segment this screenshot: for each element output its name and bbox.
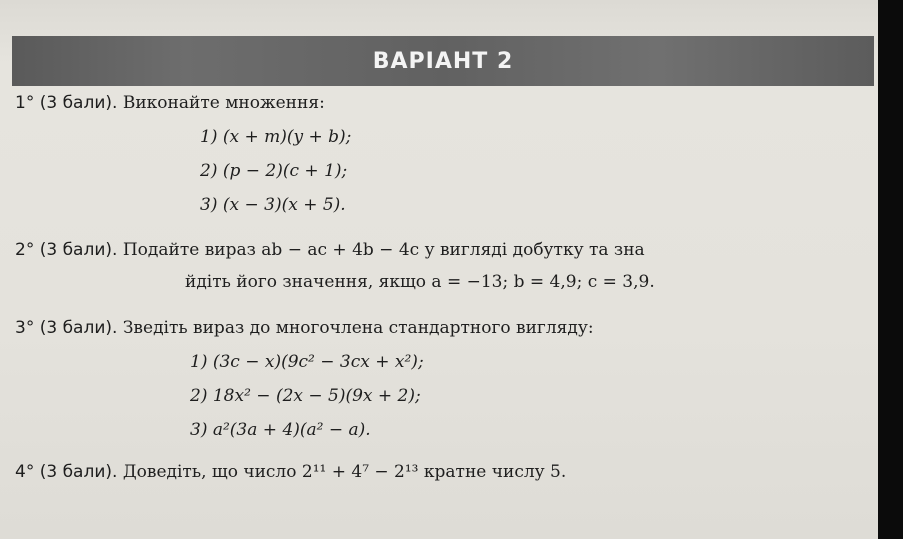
task-1-item-2: 2) (p − 2)(c + 1); xyxy=(200,161,348,181)
task-1-text: Виконайте множення: xyxy=(122,93,325,113)
task-3 xyxy=(15,318,594,338)
task-3-text: Зведіть вираз до многочлена стандартного вигляду: xyxy=(122,318,594,338)
task-1-item-1: 1) (x + m)(y + b); xyxy=(200,127,352,147)
task-4 xyxy=(15,462,566,482)
task-4-number: 4° (3 бали). xyxy=(15,462,118,482)
variant-title: ВАРІАНТ 2 xyxy=(372,48,514,74)
task-2 xyxy=(15,240,645,260)
task-2-number: 2° (3 бали). xyxy=(15,240,118,260)
task-3-item-1: 1) (3c − x)(9c² − 3cx + x²); xyxy=(190,352,424,372)
variant-header xyxy=(12,36,874,86)
task-2-text: Подайте вираз ab − ac + 4b − 4c у вигляді добутку та зна xyxy=(122,240,645,260)
task-1 xyxy=(15,93,325,113)
dark-edge xyxy=(878,0,903,539)
task-1-number: 1° (3 бали). xyxy=(15,93,118,113)
task-3-number: 3° (3 бали). xyxy=(15,318,118,338)
task-3-item-2: 2) 18x² − (2x − 5)(9x + 2); xyxy=(190,386,421,406)
task-4-text: Доведіть, що число 2¹¹ + 4⁷ − 2¹³ кратне числу 5. xyxy=(122,462,567,482)
task-2-text-continued: йдіть його значення, якщо a = −13; b = 4,9; c = 3,9. xyxy=(185,272,655,292)
task-3-item-3: 3) a²(3a + 4)(a² − a). xyxy=(190,420,371,440)
task-1-item-3: 3) (x − 3)(x + 5). xyxy=(200,195,346,215)
